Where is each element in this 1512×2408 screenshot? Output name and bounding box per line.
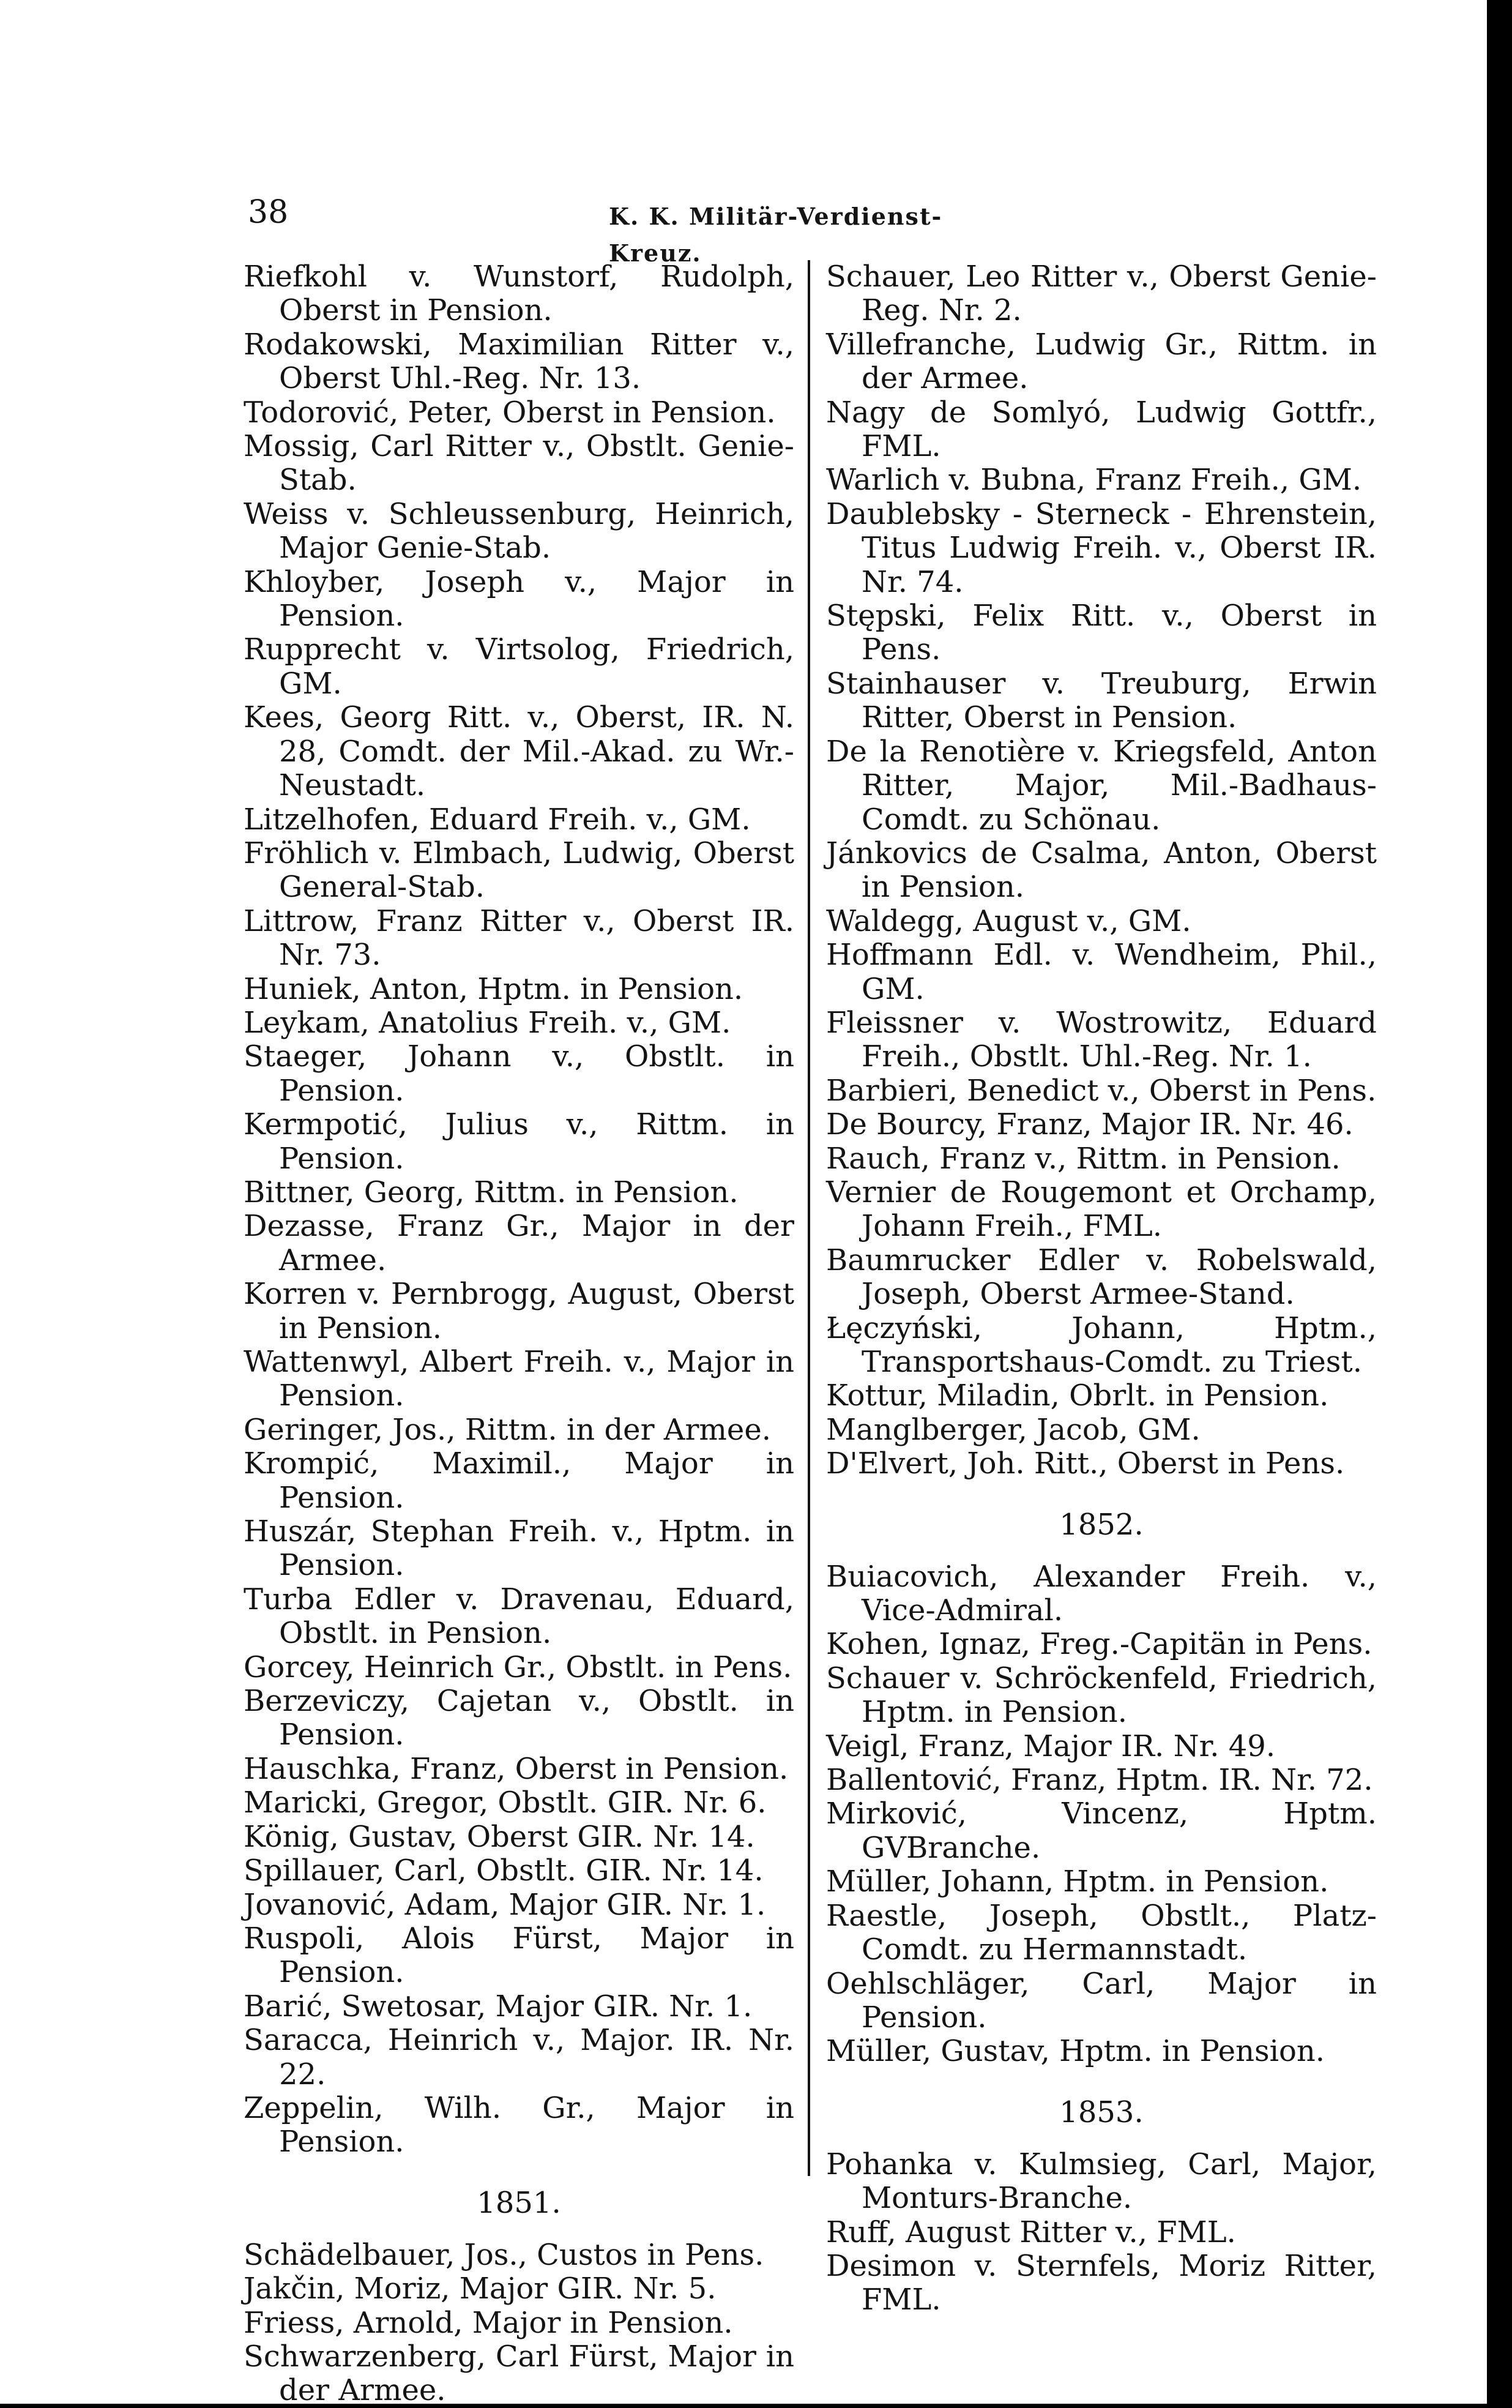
list-item: Hauschka, Franz, Oberst in Pension. — [244, 1751, 789, 1786]
list-item: Fröhlich v. Elmbach, Ludwig, Oberst General-Stab. — [244, 836, 794, 905]
entry-list-1852 — [826, 1560, 1377, 2069]
list-item: Oehlschläger, Carl, Major in Pension. — [826, 1966, 1377, 2035]
list-item: Villefranche, Ludwig Gr., Rittm. in der Armee. — [826, 327, 1377, 396]
list-item: Veigl, Franz, Major IR. Nr. 49. — [826, 1729, 1276, 1763]
list-item: Müller, Johann, Hptm. in Pension. — [826, 1864, 1329, 1899]
list-item: König, Gustav, Oberst GIR. Nr. 14. — [244, 1819, 755, 1854]
list-item: Dezasse, Franz Gr., Major in der Armee. — [244, 1209, 794, 1277]
entry-list-1851 — [244, 2238, 794, 2408]
list-item: Krompić, Maximil., Major in Pension. — [244, 1446, 794, 1515]
list-item: Stainhauser v. Treuburg, Erwin Ritter, Oberst in Pension. — [826, 666, 1377, 735]
year-heading-1852: 1852. — [1059, 1507, 1144, 1542]
list-item: Rauch, Franz v., Rittm. in Pension. — [826, 1141, 1341, 1176]
list-item: Berzeviczy, Cajetan v., Obstlt. in Pension. — [244, 1684, 794, 1752]
list-item: Manglberger, Jacob, GM. — [826, 1412, 1201, 1447]
column-divider — [808, 260, 810, 2176]
list-item: Gorcey, Heinrich Gr., Obstlt. in Pens. — [244, 1650, 792, 1684]
left-column — [244, 260, 794, 2408]
list-item: Raestle, Joseph, Obstlt., Platz-Comdt. zu Hermannstadt. — [826, 1898, 1377, 1967]
scan-border — [1487, 0, 1512, 2404]
list-item: De Bourcy, Franz, Major IR. Nr. 46. — [826, 1107, 1354, 1142]
list-item: Riefkohl v. Wunstorf, Rudolph, Oberst in Pension. — [244, 260, 794, 328]
list-item: Schädelbauer, Jos., Custos in Pens. — [244, 2237, 764, 2272]
list-item: Daublebsky - Sterneck - Ehrenstein, Titus Ludwig Freih. v., Oberst IR. Nr. 74. — [826, 496, 1377, 599]
list-item: Weiss v. Schleussenburg, Heinrich, Major Genie-Stab. — [244, 496, 794, 566]
list-item: Turba Edler v. Dravenau, Eduard, Obstlt. in Pension. — [244, 1582, 794, 1651]
list-item: Vernier de Rougemont et Orchamp, Johann Freih., FML. — [826, 1175, 1377, 1244]
list-item: Todorović, Peter, Oberst in Pension. — [244, 395, 776, 430]
list-item: Jakčin, Moriz, Major GIR. Nr. 5. — [244, 2272, 717, 2306]
list-item: Schwarzenberg, Carl Fürst, Major in der Armee. — [244, 2339, 794, 2408]
list-item: Kottur, Miladin, Obrlt. in Pension. — [826, 1378, 1329, 1413]
list-item: Rupprecht v. Virtsolog, Friedrich, GM. — [244, 632, 794, 701]
list-item: Kohen, Ignaz, Freg.-Capitän in Pens. — [826, 1627, 1372, 1662]
list-item: Fleissner v. Wostrowitz, Eduard Freih., Obstlt. Uhl.-Reg. Nr. 1. — [826, 1005, 1377, 1074]
list-item: Baumrucker Edler v. Robelswald, Joseph, Oberst Armee-Stand. — [826, 1243, 1377, 1312]
list-item: Łęczyński, Johann, Hptm., Transportshaus-Comdt. zu Triest. — [826, 1311, 1377, 1379]
list-item: Littrow, Franz Ritter v., Oberst IR. Nr. 73. — [244, 903, 794, 973]
list-item: Maricki, Gregor, Obstlt. GIR. Nr. 6. — [244, 1785, 767, 1820]
list-item: Desimon v. Sternfels, Moriz Ritter, FML. — [826, 2248, 1377, 2317]
list-item: Nagy de Somlyó, Ludwig Gottfr., FML. — [826, 395, 1377, 464]
list-item: Zeppelin, Wilh. Gr., Major in Pension. — [244, 2090, 794, 2159]
entry-list-1853 — [826, 2148, 1377, 2317]
list-item: Geringer, Jos., Rittm. in der Armee. — [244, 1412, 771, 1447]
list-item: Kees, Georg Ritt. v., Oberst, IR. N. 28, Comdt. der Mil.-Akad. zu Wr.-Neustadt. — [244, 700, 794, 803]
list-item: Huniek, Anton, Hptm. in Pension. — [244, 971, 743, 1006]
list-item: Schauer, Leo Ritter v., Oberst Genie-Reg. Nr. 2. — [826, 260, 1377, 328]
right-column — [826, 260, 1377, 2317]
list-item: Jánkovics de Csalma, Anton, Oberst in Pension. — [826, 836, 1377, 905]
page-number: 38 — [248, 194, 289, 231]
list-item: Spillauer, Carl, Obstlt. GIR. Nr. 14. — [244, 1853, 764, 1888]
list-item: Ruspoli, Alois Fürst, Major in Pension. — [244, 1921, 794, 1990]
list-item: Schauer v. Schröckenfeld, Friedrich, Hptm. in Pension. — [826, 1661, 1377, 1730]
list-item: Friess, Arnold, Major in Pension. — [244, 2305, 733, 2340]
list-item: Jovanović, Adam, Major GIR. Nr. 1. — [244, 1887, 766, 1922]
list-item: Mirković, Vincenz, Hptm. GVBranche. — [826, 1797, 1377, 1865]
list-item: Barić, Swetosar, Major GIR. Nr. 1. — [244, 1989, 753, 2024]
entry-list-right-top — [826, 260, 1377, 1481]
list-item: Ruff, August Ritter v., FML. — [826, 2215, 1236, 2249]
year-heading-1853: 1853. — [1059, 2095, 1144, 2129]
list-item: Wattenwyl, Albert Freih. v., Major in Pension. — [244, 1345, 794, 1413]
list-item: Huszár, Stephan Freih. v., Hptm. in Pension. — [244, 1514, 794, 1583]
list-item: Waldegg, August v., GM. — [826, 903, 1191, 938]
list-item: D'Elvert, Joh. Ritt., Oberst in Pens. — [826, 1446, 1345, 1481]
list-item: Mossig, Carl Ritter v., Obstlt. Genie-Stab. — [244, 429, 794, 498]
list-item: Hoffmann Edl. v. Wendheim, Phil., GM. — [826, 938, 1377, 1006]
list-item: Warlich v. Bubna, Franz Freih., GM. — [826, 463, 1362, 498]
list-item: Stępski, Felix Ritt. v., Oberst in Pens. — [826, 599, 1377, 667]
list-item: Korren v. Pernbrogg, August, Oberst in Pension. — [244, 1277, 794, 1345]
list-item: Müller, Gustav, Hptm. in Pension. — [826, 2034, 1325, 2069]
list-item: Leykam, Anatolius Freih. v., GM. — [244, 1005, 731, 1040]
list-item: Barbieri, Benedict v., Oberst in Pens. — [826, 1073, 1377, 1108]
list-item: Bittner, Georg, Rittm. in Pension. — [244, 1175, 739, 1210]
list-item: Khloyber, Joseph v., Major in Pension. — [244, 564, 794, 634]
list-item: Kermpotić, Julius v., Rittm. in Pension. — [244, 1107, 794, 1176]
list-item: Saracca, Heinrich v., Major. IR. Nr. 22. — [244, 2023, 794, 2092]
list-item: Pohanka v. Kulmsieg, Carl, Major, Monturs-Branche. — [826, 2147, 1377, 2216]
list-item: Staeger, Johann v., Obstlt. in Pension. — [244, 1039, 794, 1108]
list-item: Buiacovich, Alexander Freih. v., Vice-Admiral. — [826, 1559, 1377, 1628]
page-header — [248, 191, 1025, 267]
entry-list-left-top — [244, 260, 794, 2159]
list-item: Litzelhofen, Eduard Freih. v., GM. — [244, 802, 751, 837]
running-title: K. K. Militär-Verdienst-Kreuz. — [609, 203, 943, 267]
list-item: Rodakowski, Maximilian Ritter v., Oberst Uhl.-Reg. Nr. 13. — [244, 327, 794, 396]
list-item: De la Renotière v. Kriegsfeld, Anton Ritter, Major, Mil.-Badhaus-Comdt. zu Schönau. — [826, 734, 1377, 837]
year-heading-1851: 1851. — [477, 2185, 561, 2220]
list-item: Ballentović, Franz, Hptm. IR. Nr. 72. — [826, 1763, 1373, 1798]
